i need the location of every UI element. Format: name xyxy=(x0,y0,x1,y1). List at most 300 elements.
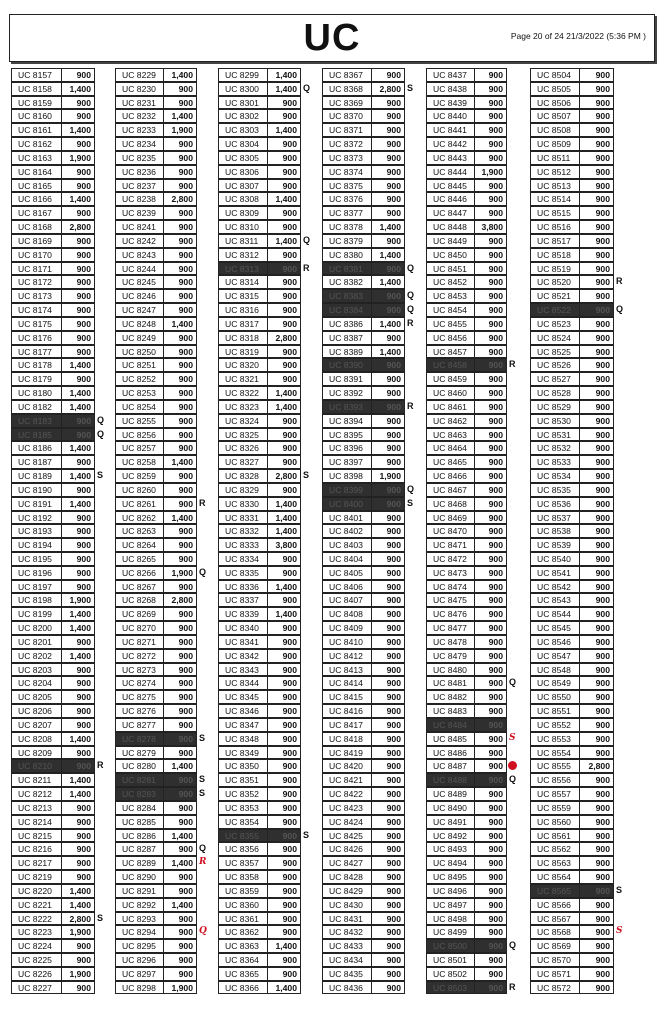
table-row xyxy=(218,358,315,372)
table-row xyxy=(322,967,419,981)
cell-divider xyxy=(61,387,62,399)
entry-amount: 900 xyxy=(178,152,193,163)
entry-code: UC 8280 xyxy=(122,761,156,772)
entry-cell xyxy=(322,372,405,386)
entry-amount: 900 xyxy=(76,802,91,813)
cell-divider xyxy=(371,346,372,358)
entry-amount: 900 xyxy=(76,540,91,551)
cell-divider xyxy=(61,138,62,150)
entry-cell xyxy=(115,234,197,248)
entry-cell xyxy=(322,275,405,289)
entry-code: UC 8249 xyxy=(122,332,156,343)
entry-code: UC 8485 xyxy=(433,733,467,744)
table-row xyxy=(11,981,109,995)
entry-amount: 1,400 xyxy=(69,194,91,205)
redacted-entry xyxy=(426,981,507,995)
table-row xyxy=(115,511,211,525)
table-row xyxy=(115,898,211,912)
entry-code: UC 8366 xyxy=(225,982,259,993)
entry-cell xyxy=(322,192,405,206)
entry-cell xyxy=(322,96,405,110)
table-row xyxy=(530,497,628,511)
cell-divider xyxy=(163,429,164,441)
cell-divider xyxy=(371,318,372,330)
entry-amount: 900 xyxy=(76,941,91,952)
entry-amount: 900 xyxy=(386,194,401,205)
entry-amount: 900 xyxy=(178,471,193,482)
entry-code: UC 8464 xyxy=(433,443,467,454)
entry-amount: 900 xyxy=(595,415,610,426)
table-row xyxy=(218,441,315,455)
entry-amount: 900 xyxy=(488,305,503,316)
entry-code: UC 8178 xyxy=(18,360,52,371)
table-row xyxy=(426,552,521,566)
cell-divider xyxy=(474,470,475,482)
table-row xyxy=(530,939,628,953)
entry-code: UC 8378 xyxy=(329,222,363,233)
cell-divider xyxy=(474,456,475,468)
entry-cell xyxy=(218,469,301,483)
table-row xyxy=(322,262,419,276)
table-row xyxy=(218,483,315,497)
entry-cell xyxy=(218,331,301,345)
entry-cell xyxy=(530,220,614,234)
status-flag: Q xyxy=(199,566,207,577)
entry-cell xyxy=(11,441,95,455)
table-row xyxy=(11,303,109,317)
entry-cell xyxy=(426,82,507,96)
table-row xyxy=(322,123,419,137)
entry-code: UC 8438 xyxy=(433,83,467,94)
entry-amount: 900 xyxy=(282,567,297,578)
entry-code: UC 8177 xyxy=(18,346,52,357)
entry-code: UC 8371 xyxy=(329,125,363,136)
entry-cell xyxy=(115,345,197,359)
entry-code: UC 8357 xyxy=(225,858,259,869)
cell-divider xyxy=(267,166,268,178)
entry-amount: 900 xyxy=(282,277,297,288)
entry-cell xyxy=(530,165,614,179)
entry-code: UC 8548 xyxy=(537,664,571,675)
entry-amount: 900 xyxy=(178,581,193,592)
table-row xyxy=(218,552,315,566)
cell-divider xyxy=(267,581,268,593)
table-row xyxy=(426,345,521,359)
entry-cell xyxy=(218,621,301,635)
entry-cell xyxy=(426,331,507,345)
cell-divider xyxy=(579,788,580,800)
table-row xyxy=(11,469,109,483)
entry-amount: 900 xyxy=(282,830,297,841)
entry-cell xyxy=(115,317,197,331)
entry-amount: 1,400 xyxy=(171,858,193,869)
status-flag: Q xyxy=(407,262,415,273)
table-row xyxy=(218,96,315,110)
entry-cell xyxy=(530,718,614,732)
cell-divider xyxy=(267,774,268,786)
cell-divider xyxy=(267,249,268,261)
cell-divider xyxy=(474,691,475,703)
entry-cell xyxy=(530,856,614,870)
entry-cell xyxy=(218,234,301,248)
entry-amount: 900 xyxy=(178,872,193,883)
entry-amount: 900 xyxy=(178,401,193,412)
entry-amount: 900 xyxy=(178,429,193,440)
table-row xyxy=(426,165,521,179)
entry-cell xyxy=(322,815,405,829)
table-row xyxy=(426,109,521,123)
entry-cell xyxy=(530,842,614,856)
entry-amount: 900 xyxy=(386,235,401,246)
cell-divider xyxy=(267,110,268,122)
entry-cell xyxy=(530,262,614,276)
entry-code: UC 8402 xyxy=(329,526,363,537)
status-flag: S xyxy=(303,470,310,481)
entry-amount: 1,400 xyxy=(275,235,297,246)
entry-amount: 900 xyxy=(386,816,401,827)
entry-cell xyxy=(322,455,405,469)
status-flag: Q xyxy=(509,774,517,785)
entry-amount: 1,400 xyxy=(69,443,91,454)
entry-code: UC 8537 xyxy=(537,512,571,523)
red-mark-icon xyxy=(508,761,517,770)
entry-amount: 900 xyxy=(595,595,610,606)
entry-code: UC 8166 xyxy=(18,194,52,205)
table-row xyxy=(322,593,419,607)
entry-amount: 1,900 xyxy=(171,567,193,578)
entry-code: UC 8551 xyxy=(537,706,571,717)
entry-code: UC 8278 xyxy=(122,733,156,744)
entry-cell xyxy=(11,663,95,677)
table-row xyxy=(218,635,315,649)
table-row xyxy=(322,787,419,801)
entry-code: UC 8437 xyxy=(433,70,467,80)
cell-divider xyxy=(474,857,475,869)
entry-cell xyxy=(426,649,507,663)
entry-cell xyxy=(11,856,95,870)
cell-divider xyxy=(163,581,164,593)
table-row xyxy=(11,552,109,566)
cell-divider xyxy=(163,650,164,662)
entry-code: UC 8555 xyxy=(537,761,571,772)
entry-amount: 900 xyxy=(386,789,401,800)
entry-cell xyxy=(115,884,197,898)
cell-divider xyxy=(61,885,62,897)
cell-divider xyxy=(61,636,62,648)
cell-divider xyxy=(474,512,475,524)
entry-code: UC 8229 xyxy=(122,70,156,80)
entry-cell xyxy=(115,870,197,884)
entry-cell xyxy=(11,524,95,538)
entry-code: UC 8243 xyxy=(122,249,156,260)
cell-divider xyxy=(163,539,164,551)
cell-divider xyxy=(474,442,475,454)
entry-code: UC 8518 xyxy=(537,249,571,260)
entry-amount: 900 xyxy=(488,775,503,786)
entry-cell xyxy=(11,593,95,607)
cell-divider xyxy=(474,760,475,772)
cell-divider xyxy=(579,650,580,662)
entry-cell xyxy=(322,428,405,442)
table-row xyxy=(218,206,315,220)
entry-code: UC 8348 xyxy=(225,733,259,744)
entry-code: UC 8497 xyxy=(433,899,467,910)
entry-code: UC 8513 xyxy=(537,180,571,191)
entry-amount: 900 xyxy=(595,858,610,869)
entry-code: UC 8217 xyxy=(18,858,52,869)
entry-code: UC 8400 xyxy=(329,498,363,509)
entry-code: UC 8261 xyxy=(122,498,156,509)
entry-cell xyxy=(322,884,405,898)
entry-code: UC 8164 xyxy=(18,166,52,177)
table-row xyxy=(530,663,628,677)
entry-code: UC 8345 xyxy=(225,692,259,703)
cell-divider xyxy=(61,180,62,192)
entry-cell xyxy=(218,511,301,525)
entry-code: UC 8409 xyxy=(329,623,363,634)
entry-cell xyxy=(11,787,95,801)
cell-divider xyxy=(474,982,475,994)
status-flag: R xyxy=(199,497,206,508)
entry-cell xyxy=(11,358,95,372)
entry-code: UC 8565 xyxy=(537,885,571,896)
cell-divider xyxy=(61,677,62,689)
entry-amount: 900 xyxy=(282,374,297,385)
cell-divider xyxy=(579,954,580,966)
entry-cell xyxy=(11,621,95,635)
table-row xyxy=(530,981,628,995)
entry-amount: 900 xyxy=(488,194,503,205)
entry-cell xyxy=(322,593,405,607)
entry-code: UC 8488 xyxy=(433,775,467,786)
entry-code: UC 8426 xyxy=(329,844,363,855)
entry-code: UC 8414 xyxy=(329,678,363,689)
table-row xyxy=(218,469,315,483)
entry-amount: 900 xyxy=(178,913,193,924)
table-row xyxy=(426,538,521,552)
entry-cell xyxy=(11,635,95,649)
cell-divider xyxy=(163,664,164,676)
entry-cell xyxy=(115,400,197,414)
table-row xyxy=(11,538,109,552)
entry-code: UC 8451 xyxy=(433,263,467,274)
entry-amount: 900 xyxy=(595,484,610,495)
entry-cell xyxy=(218,649,301,663)
entry-amount: 1,400 xyxy=(379,346,401,357)
cell-divider xyxy=(579,456,580,468)
entry-cell xyxy=(115,635,197,649)
cell-divider xyxy=(61,539,62,551)
table-row xyxy=(426,967,521,981)
entry-amount: 900 xyxy=(76,70,91,80)
entry-cell xyxy=(115,593,197,607)
entry-cell xyxy=(218,220,301,234)
entry-code: UC 8311 xyxy=(225,235,259,246)
entry-cell xyxy=(530,275,614,289)
entry-amount: 900 xyxy=(178,249,193,260)
entry-amount: 900 xyxy=(488,443,503,454)
entry-amount: 900 xyxy=(488,346,503,357)
cell-divider xyxy=(474,97,475,109)
cell-divider xyxy=(61,221,62,233)
table-row xyxy=(218,884,315,898)
entry-code: UC 8253 xyxy=(122,388,156,399)
cell-divider xyxy=(474,304,475,316)
entry-code: UC 8167 xyxy=(18,208,52,219)
table-row xyxy=(218,303,315,317)
entry-amount: 900 xyxy=(76,235,91,246)
entry-code: UC 8356 xyxy=(225,844,259,855)
entry-cell xyxy=(426,925,507,939)
entry-cell xyxy=(426,469,507,483)
redacted-entry xyxy=(322,262,405,276)
entry-amount: 900 xyxy=(386,401,401,412)
entry-cell xyxy=(115,649,197,663)
table-row xyxy=(530,386,628,400)
entry-amount: 1,400 xyxy=(275,498,297,509)
cell-divider xyxy=(371,760,372,772)
table-row xyxy=(530,275,628,289)
entry-code: UC 8172 xyxy=(18,277,52,288)
entry-code: UC 8239 xyxy=(122,208,156,219)
entry-amount: 900 xyxy=(178,305,193,316)
table-row xyxy=(115,179,211,193)
table-row xyxy=(530,483,628,497)
cell-divider xyxy=(474,69,475,81)
entry-code: UC 8425 xyxy=(329,830,363,841)
entry-code: UC 8505 xyxy=(537,83,571,94)
cell-divider xyxy=(474,802,475,814)
entry-amount: 900 xyxy=(76,484,91,495)
entry-code: UC 8160 xyxy=(18,111,52,122)
entry-amount: 900 xyxy=(595,401,610,412)
entry-code: UC 8201 xyxy=(18,636,52,647)
cell-divider xyxy=(267,525,268,537)
table-row xyxy=(11,400,109,414)
cell-divider xyxy=(474,705,475,717)
entry-cell xyxy=(218,732,301,746)
cell-divider xyxy=(579,110,580,122)
entry-amount: 900 xyxy=(386,263,401,274)
entry-amount: 1,400 xyxy=(69,899,91,910)
table-row xyxy=(11,96,109,110)
entry-cell xyxy=(530,248,614,262)
status-flag: Q xyxy=(303,234,311,245)
entry-code: UC 8281 xyxy=(122,775,156,786)
entry-cell xyxy=(115,123,197,137)
table-row xyxy=(426,815,521,829)
entry-cell xyxy=(322,151,405,165)
entry-amount: 900 xyxy=(595,83,610,94)
cell-divider xyxy=(579,677,580,689)
entry-code: UC 8501 xyxy=(433,955,467,965)
entry-code: UC 8170 xyxy=(18,249,52,260)
table-row xyxy=(530,829,628,843)
entry-cell xyxy=(530,967,614,981)
entry-cell xyxy=(530,580,614,594)
entry-cell xyxy=(115,275,197,289)
entry-amount: 900 xyxy=(386,111,401,122)
entry-amount: 900 xyxy=(595,540,610,551)
entry-code: UC 8398 xyxy=(329,471,363,482)
entry-amount: 900 xyxy=(282,415,297,426)
table-row xyxy=(11,192,109,206)
table-row xyxy=(322,524,419,538)
cell-divider xyxy=(579,899,580,911)
table-row xyxy=(322,746,419,760)
entry-code: UC 8323 xyxy=(225,401,259,412)
cell-divider xyxy=(371,954,372,966)
entry-code: UC 8480 xyxy=(433,664,467,675)
entry-cell xyxy=(11,801,95,815)
table-row xyxy=(11,967,109,981)
entry-amount: 1,400 xyxy=(379,318,401,329)
entry-code: UC 8442 xyxy=(433,139,467,150)
cell-divider xyxy=(579,429,580,441)
entry-code: UC 8447 xyxy=(433,208,467,219)
entry-code: UC 8232 xyxy=(122,111,156,122)
entry-code: UC 8428 xyxy=(329,872,363,883)
entry-code: UC 8269 xyxy=(122,609,156,620)
table-row xyxy=(322,511,419,525)
entry-code: UC 8351 xyxy=(225,775,259,786)
entry-cell xyxy=(218,676,301,690)
entry-cell xyxy=(322,856,405,870)
entry-code: UC 8517 xyxy=(537,235,571,246)
entry-amount: 1,400 xyxy=(275,581,297,592)
entry-amount: 900 xyxy=(488,913,503,924)
entry-amount: 900 xyxy=(76,374,91,385)
entry-amount: 900 xyxy=(282,208,297,219)
entry-cell xyxy=(322,912,405,926)
entry-amount: 900 xyxy=(595,623,610,634)
entry-code: UC 8206 xyxy=(18,706,52,717)
table-row xyxy=(426,428,521,442)
entry-amount: 900 xyxy=(282,553,297,564)
status-flag: Q xyxy=(199,926,207,937)
cell-divider xyxy=(371,498,372,510)
table-row xyxy=(322,414,419,428)
entry-code: UC 8493 xyxy=(433,844,467,855)
table-row xyxy=(322,220,419,234)
entry-cell xyxy=(218,192,301,206)
entry-code: UC 8453 xyxy=(433,291,467,302)
table-row xyxy=(426,96,521,110)
table-row xyxy=(426,704,521,718)
entry-code: UC 8333 xyxy=(225,540,259,551)
table-row xyxy=(115,455,211,469)
entry-amount: 2,800 xyxy=(69,222,91,233)
entry-amount: 900 xyxy=(488,152,503,163)
table-row xyxy=(322,690,419,704)
entry-amount: 1,400 xyxy=(171,70,193,80)
entry-code: UC 8478 xyxy=(433,636,467,647)
table-row xyxy=(426,635,521,649)
entry-code: UC 8176 xyxy=(18,332,52,343)
cell-divider xyxy=(371,913,372,925)
entry-code: UC 8200 xyxy=(18,623,52,634)
cell-divider xyxy=(61,622,62,634)
entry-code: UC 8319 xyxy=(225,346,259,357)
entry-amount: 1,400 xyxy=(69,388,91,399)
entry-code: UC 8168 xyxy=(18,222,52,233)
entry-cell xyxy=(11,580,95,594)
entry-amount: 1,400 xyxy=(171,761,193,772)
entry-cell xyxy=(115,109,197,123)
cell-divider xyxy=(61,456,62,468)
table-row xyxy=(115,704,211,718)
cell-divider xyxy=(474,622,475,634)
